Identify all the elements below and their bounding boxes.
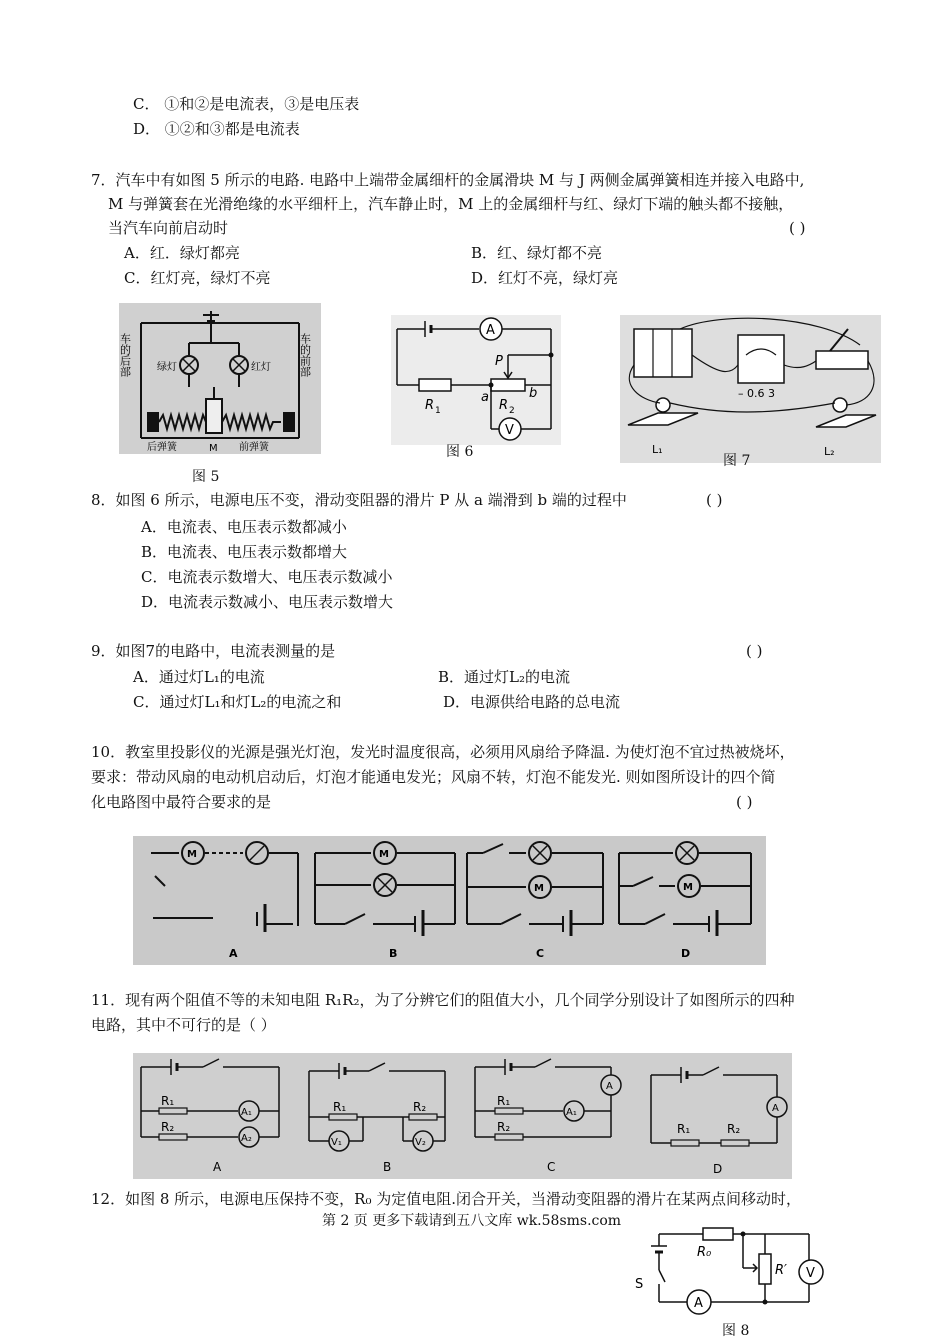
svg-text:A₂: A₂ bbox=[241, 1133, 252, 1144]
q7-option-b: B．红、绿灯都不亮 bbox=[471, 244, 603, 262]
svg-text:M: M bbox=[534, 883, 544, 894]
fig8-rheostat bbox=[759, 1254, 771, 1284]
q8-option-b: B．电流表、电压表示数都增大 bbox=[141, 543, 348, 561]
q10-label-a: A bbox=[229, 947, 238, 960]
fig6-rheostat-r2 bbox=[491, 379, 525, 391]
fig7-switch bbox=[816, 351, 868, 369]
fig7-ammeter bbox=[738, 335, 784, 383]
svg-text:R₂: R₂ bbox=[161, 1120, 175, 1134]
fig8-caption: 图 8 bbox=[722, 1323, 750, 1339]
q10-stem-line1: 10．教室里投影仪的光源是强光灯泡，发光时温度很高，必须用风扇给予降温. 为使灯泡不宜过热被烧坏， bbox=[91, 743, 795, 761]
q6-option-c: C． ①和②是电流表，③是电压表 bbox=[133, 95, 360, 113]
figure-5 bbox=[119, 303, 321, 454]
fig5-back-spring-label: 后弹簧 bbox=[147, 442, 177, 453]
q8-answer-paren: ( ) bbox=[706, 491, 723, 509]
q10-stem-line2: 要求：带动风扇的电动机启动后，灯泡才能通电发光；风扇不转，灯泡不能发光. 则如图所设计的四个简 bbox=[91, 768, 776, 786]
fig5-green-label: 绿灯 bbox=[157, 362, 177, 373]
q11-circuit-figure bbox=[133, 1053, 792, 1179]
q8-option-c: C．电流表示数增大、电压表示数减小 bbox=[141, 568, 393, 586]
svg-text:R₁: R₁ bbox=[677, 1122, 691, 1136]
fig7-caption: 图 7 bbox=[723, 453, 751, 469]
fig5-red-label: 红灯 bbox=[251, 362, 271, 373]
svg-text:A₁: A₁ bbox=[566, 1107, 577, 1118]
fig5-rear-label: 车的后部 bbox=[119, 333, 132, 377]
fig6-r2-label: R bbox=[499, 398, 509, 413]
q11-label-c: C bbox=[547, 1160, 556, 1174]
svg-text:M: M bbox=[187, 849, 197, 860]
fig8-switch bbox=[659, 1270, 665, 1282]
figure-7 bbox=[620, 315, 881, 463]
svg-text:M: M bbox=[683, 882, 693, 893]
q7-option-a: A．红．绿灯都亮 bbox=[124, 244, 240, 262]
svg-text:V₂: V₂ bbox=[415, 1137, 426, 1148]
fig8-v-label: V bbox=[806, 1266, 815, 1281]
q7-option-c: C．红灯亮，绿灯不亮 bbox=[124, 269, 271, 287]
svg-text:V₁: V₁ bbox=[331, 1137, 342, 1148]
q12-stem-line1: 12．如图 8 所示，电源电压保持不变，R₀ 为定值电阻.闭合开关，当滑动变阻器的滑片在某两点间移动时， bbox=[91, 1190, 802, 1208]
svg-text:A: A bbox=[606, 1081, 613, 1092]
q10-label-d: D bbox=[681, 947, 691, 960]
q7-answer-paren: ( ) bbox=[789, 219, 806, 237]
q6-option-d: D． ①②和③都是电流表 bbox=[133, 120, 300, 138]
q7-stem-line1: 7．汽车中有如图 5 所示的电路. 电路中上端带金属细杆的金属滑块 M 与 J 两侧金属弹簧相连并接入电路中, bbox=[91, 171, 805, 189]
fig7-l2-label: L₂ bbox=[824, 445, 835, 458]
q8-option-d: D．电流表示数减小、电压表示数增大 bbox=[141, 593, 394, 611]
fig7-l1-label: L₁ bbox=[652, 443, 663, 456]
q9-option-a: A．通过灯L₁的电流 bbox=[133, 668, 265, 686]
svg-text:M: M bbox=[379, 849, 389, 860]
fig6-a-label: a bbox=[481, 390, 489, 405]
fig8-a-label: A bbox=[694, 1296, 703, 1311]
fig5-slider-block bbox=[206, 399, 222, 433]
q10-label-c: C bbox=[536, 947, 545, 960]
svg-text:R₂: R₂ bbox=[497, 1120, 511, 1134]
q11-stem-line1: 11．现有两个阻值不等的未知电阻 R₁R₂，为了分辨它们的阻值大小，几个同学分别设计了如图所示的四种 bbox=[91, 991, 795, 1009]
q8-stem: 8．如图 6 所示，电源电压不变，滑动变阻器的滑片 P 从 a 端滑到 b 端的过程中 bbox=[91, 491, 627, 509]
q11-label-d: D bbox=[713, 1162, 723, 1176]
q9-option-c: C．通过灯L₁和灯L₂的电流之和 bbox=[133, 693, 342, 711]
fig7-battery-pack bbox=[634, 329, 692, 377]
q9-option-d: D．电源供给电路的总电流 bbox=[443, 693, 621, 711]
fig5-front-label: 车的前部 bbox=[298, 333, 312, 377]
q11-stem-line2: 电路，其中不可行的是（ ） bbox=[91, 1016, 276, 1034]
fig8-resistor-r0 bbox=[703, 1228, 733, 1240]
figure-8 bbox=[625, 1222, 835, 1322]
fig6-voltmeter-label: V bbox=[505, 423, 514, 438]
q9-stem: 9．如图7的电路中，电流表测量的是 bbox=[91, 642, 336, 660]
q10-circuit-figure bbox=[133, 836, 766, 965]
q7-stem-line3: 当汽车向前启动时 bbox=[108, 219, 229, 237]
q7-option-d: D．红灯不亮，绿灯亮 bbox=[471, 269, 619, 287]
svg-text:R₁: R₁ bbox=[333, 1100, 347, 1114]
fig5-front-spring-label: 前弹簧 bbox=[239, 442, 269, 453]
fig6-caption: 图 6 bbox=[446, 444, 474, 460]
q10-stem-line3: 化电路图中最符合要求的是 bbox=[91, 793, 272, 811]
q9-answer-paren: ( ) bbox=[746, 642, 763, 660]
fig5-slider-label: M bbox=[209, 443, 218, 454]
q9-option-b: B．通过灯L₂的电流 bbox=[438, 668, 570, 686]
fig8-rp-label: R′ bbox=[775, 1263, 787, 1278]
q10-answer-paren: ( ) bbox=[736, 793, 753, 811]
fig6-b-label: b bbox=[529, 386, 538, 401]
svg-text:R₂: R₂ bbox=[413, 1100, 427, 1114]
q11-label-b: B bbox=[383, 1160, 392, 1174]
q11-label-a: A bbox=[213, 1160, 222, 1174]
fig8-r0-label: R₀ bbox=[697, 1245, 712, 1260]
fig6-resistor-r1 bbox=[419, 379, 451, 391]
page-footer: 第 2 页 更多下载请到五八文库 wk.58sms.com bbox=[322, 1213, 622, 1229]
q10-label-b: B bbox=[389, 947, 398, 960]
fig7-ammeter-scale: – 0.6 3 bbox=[738, 387, 775, 400]
fig6-r2-sub: 2 bbox=[509, 406, 515, 416]
svg-text:A₁: A₁ bbox=[241, 1107, 252, 1118]
svg-text:A: A bbox=[772, 1103, 779, 1114]
q7-stem-line2: M 与弹簧套在光滑绝缘的水平细杆上，汽车静止时，M 上的金属细杆与红、绿灯下端的触头都不接触， bbox=[108, 195, 794, 213]
svg-text:R₁: R₁ bbox=[497, 1094, 511, 1108]
fig8-s-label: S bbox=[635, 1277, 644, 1292]
figure-6 bbox=[391, 315, 561, 445]
fig5-caption: 图 5 bbox=[192, 469, 220, 485]
q8-option-a: A．电流表、电压表示数都减小 bbox=[141, 518, 347, 536]
fig6-p-label: P bbox=[495, 354, 503, 369]
fig6-r1-sub: 1 bbox=[435, 406, 441, 416]
fig6-r1-label: R bbox=[425, 398, 435, 413]
svg-text:R₂: R₂ bbox=[727, 1122, 741, 1136]
svg-text:R₁: R₁ bbox=[161, 1094, 175, 1108]
fig6-ammeter-label: A bbox=[486, 323, 495, 338]
